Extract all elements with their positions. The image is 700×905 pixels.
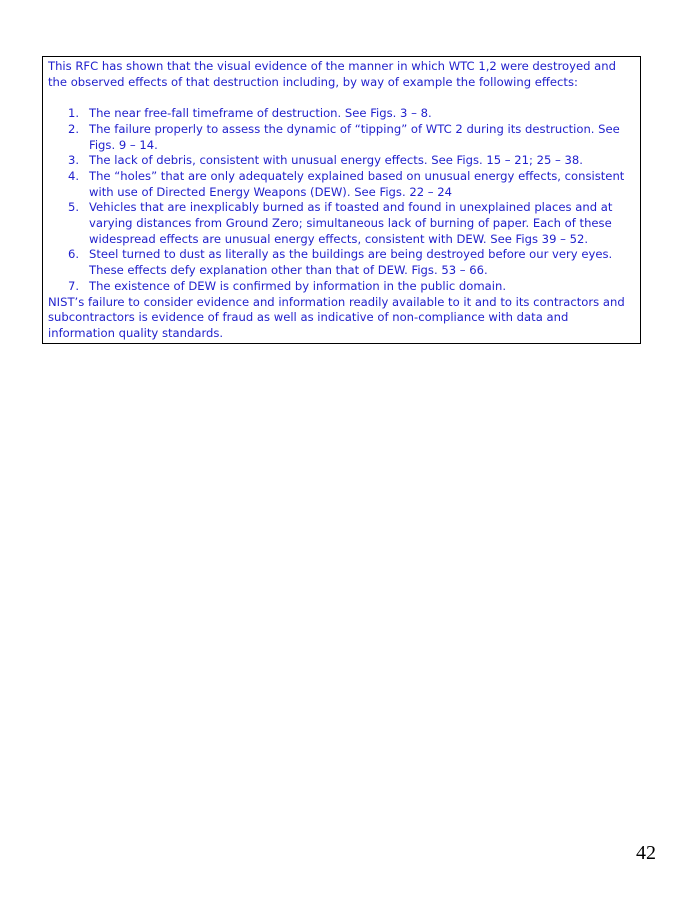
- list-item: [68, 168, 635, 200]
- list-item-text: The “holes” that are only adequately explained based on unusual energy effects, consistent with use of Directed Energy Weapons (DEW). See Figs. 22 – 24: [89, 168, 625, 199]
- list-item: [68, 153, 635, 169]
- list-item: [68, 200, 635, 247]
- list-item: [68, 278, 635, 295]
- closing-paragraph: NIST’s failure to consider evidence and information readily available to it and to its contractors and subcontractors is evidence of fraud as well as indicative of non-compliance with data and information quality standards.: [48, 294, 625, 340]
- list-item: [68, 106, 635, 122]
- list-item-number: 5.: [68, 200, 80, 215]
- list-item-number: 4.: [68, 168, 80, 183]
- intro-paragraph: This RFC has shown that the visual evidence of the manner in which WTC 1,2 were destroyed and the observed effects of that destruction including, by way of example the following effects:: [48, 59, 616, 89]
- list-item-text: Vehicles that are inexplicably burned as if toasted and found in unexplained places and at varying distances from Ground Zero; simultaneous lack of burning of paper. Each of these widespread effects are unusual energy effects, consistent with DEW. See Figs 39 – 52.: [89, 200, 613, 246]
- list-item-text: The lack of debris, consistent with unusual energy effects. See Figs. 15 – 21; 25 – 38.: [89, 153, 583, 168]
- list-item-number: 2.: [68, 121, 80, 136]
- list-item-text: The failure properly to assess the dynamic of “tipping” of WTC 2 during its destruction. See Figs. 9 – 14.: [89, 121, 620, 152]
- list-item: [68, 247, 635, 278]
- list-item-number: 1.: [68, 106, 80, 121]
- page-number: 42: [636, 842, 656, 864]
- list-item: [68, 121, 635, 153]
- list-item-text: The existence of DEW is confirmed by information in the public domain.: [89, 278, 507, 293]
- list-item-number: 6.: [68, 247, 80, 262]
- list-item-number: 7.: [68, 278, 80, 293]
- findings-list: [48, 106, 635, 294]
- list-item-text: Steel turned to dust as literally as the buildings are being destroyed before our very eyes. These effects defy explanation other than that of DEW. Figs. 53 – 66.: [89, 247, 613, 278]
- findings-box: [42, 56, 641, 344]
- list-item-text: The near free-fall timeframe of destruction. See Figs. 3 – 8.: [89, 106, 432, 121]
- list-item-number: 3.: [68, 153, 80, 168]
